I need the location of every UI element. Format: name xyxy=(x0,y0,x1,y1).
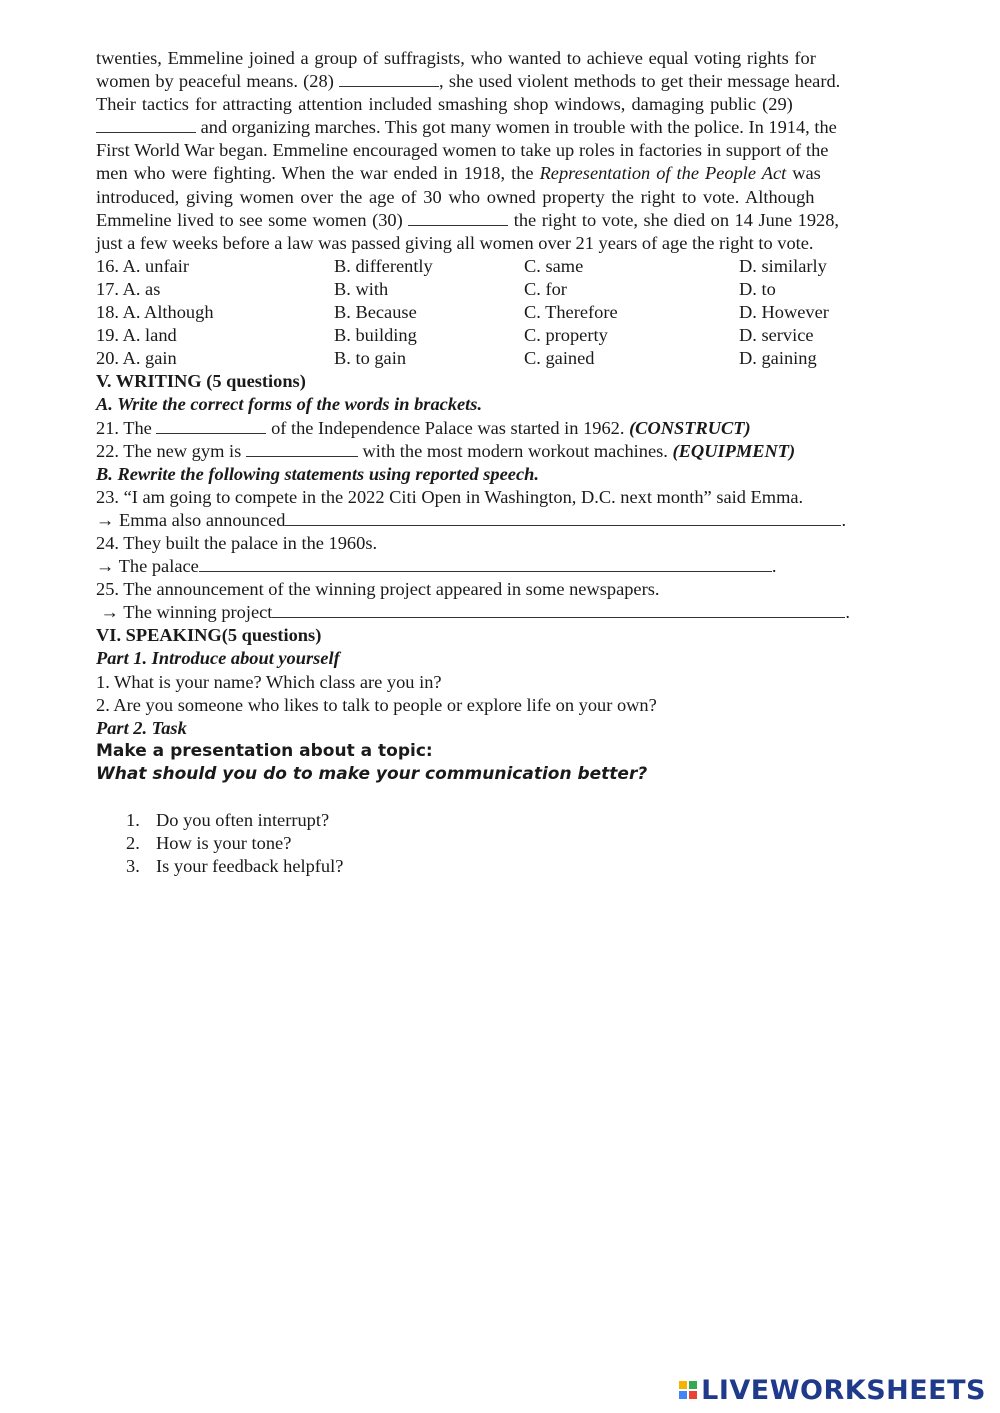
option-row-16 xyxy=(96,255,904,278)
blank-30[interactable] xyxy=(408,210,508,226)
answer-25: → The winning project . xyxy=(100,602,851,623)
option-row-18 xyxy=(96,301,904,324)
option[interactable]: C. property xyxy=(524,325,608,346)
logo-icon xyxy=(679,1381,697,1399)
option[interactable]: B. to gain xyxy=(334,348,407,369)
option[interactable]: D. similarly xyxy=(739,255,827,276)
option-row-20 xyxy=(96,347,904,370)
logo-square xyxy=(689,1381,697,1389)
answer-22-field[interactable] xyxy=(246,441,358,457)
passage-line: twenties, Emmeline joined a group of suffragists, who wanted to achieve equal voting rights for xyxy=(96,48,816,68)
part-heading: Part 1. Introduce about yourself xyxy=(96,648,340,669)
option[interactable]: B. building xyxy=(334,325,417,346)
option-row-19 xyxy=(96,324,904,347)
list-item: 1. Do you often interrupt? xyxy=(126,810,330,830)
passage-line: First World War began. Emmeline encouraged women to take up roles in factories in support of the xyxy=(96,140,829,161)
logo-square xyxy=(679,1381,687,1389)
answer-24-field[interactable] xyxy=(199,556,772,572)
passage-line: and organizing marches. This got many women in trouble with the police. In 1914, the xyxy=(96,116,904,139)
logo-square xyxy=(689,1391,697,1399)
option[interactable]: C. same xyxy=(524,255,584,276)
option[interactable]: B. with xyxy=(334,278,389,299)
option[interactable]: D. service xyxy=(739,325,814,346)
option[interactable]: 19. A. land xyxy=(96,325,177,346)
question-21: 21. The of the Independence Palace was started in 1962. (CONSTRUCT) xyxy=(96,417,751,438)
part-heading: Part 2. Task xyxy=(96,717,187,738)
task-topic: What should you do to make your communication better? xyxy=(96,763,648,784)
answer-25-field[interactable] xyxy=(272,602,845,618)
passage-line: women by peaceful means. (28) , she used violent methods to get their message heard. xyxy=(96,71,841,92)
part-heading: A. Write the correct forms of the words in brackets. xyxy=(96,394,483,415)
answer-21-field[interactable] xyxy=(156,418,266,434)
option[interactable]: 20. A. gain xyxy=(96,348,177,369)
list-item: 3. Is your feedback helpful? xyxy=(126,856,344,877)
liveworksheets-logo xyxy=(679,1375,986,1405)
passage-line: men who were fighting. When the war ended in 1918, the Representation of the People Act was xyxy=(96,163,821,184)
prompt-list xyxy=(96,809,904,878)
answer-23-field[interactable] xyxy=(285,510,841,526)
list-item: 2. How is your tone? xyxy=(126,833,292,854)
blank-29[interactable] xyxy=(96,117,196,133)
reading-passage xyxy=(96,47,904,255)
question-23: 23. “I am going to compete in the 2022 Citi Open in Washington, D.C. next month” said Emma. xyxy=(96,486,804,507)
section-heading: V. WRITING (5 questions) xyxy=(96,371,306,392)
option[interactable]: B. Because xyxy=(334,302,417,323)
option[interactable]: D. gaining xyxy=(739,348,817,369)
answer-24: → The palace . xyxy=(96,556,777,577)
passage-line: just a few weeks before a law was passed giving all women over 21 years of age the right to vote. xyxy=(96,232,814,253)
option[interactable]: C. gained xyxy=(524,348,595,369)
blank-28[interactable] xyxy=(339,71,439,87)
logo-square xyxy=(679,1391,687,1399)
option[interactable]: D. to xyxy=(739,278,776,299)
option[interactable]: B. differently xyxy=(334,255,433,276)
writing-section xyxy=(96,370,904,624)
speaking-question: 1. What is your name? Which class are you in? xyxy=(96,671,442,692)
answer-options xyxy=(96,255,904,370)
worksheet-page xyxy=(96,47,904,878)
answer-23: → Emma also announced . xyxy=(96,509,847,530)
passage-line: Their tactics for attracting attention included smashing shop windows, damaging public (29) xyxy=(96,94,793,115)
task-title: Make a presentation about a topic: xyxy=(96,740,433,761)
option[interactable]: 17. A. as xyxy=(96,278,161,299)
option[interactable]: 18. A. Although xyxy=(96,302,214,323)
option[interactable]: D. However xyxy=(739,302,829,323)
question-22: 22. The new gym is with the most modern workout machines. (EQUIPMENT) xyxy=(96,440,796,461)
question-25: 25. The announcement of the winning project appeared in some newspapers. xyxy=(96,579,660,600)
section-heading: VI. SPEAKING(5 questions) xyxy=(96,625,322,646)
passage-line: introduced, giving women over the age of 30 who owned property the right to vote. Although xyxy=(96,186,815,207)
logo-text: LIVEWORKSHEETS xyxy=(701,1374,986,1406)
option[interactable]: C. for xyxy=(524,278,567,299)
option[interactable]: C. Therefore xyxy=(524,302,618,323)
option[interactable]: 16. A. unfair xyxy=(96,255,189,276)
option-row-17 xyxy=(96,278,904,301)
part-heading: B. Rewrite the following statements using reported speech. xyxy=(96,463,539,484)
question-24: 24. They built the palace in the 1960s. xyxy=(96,532,378,553)
passage-line: Emmeline lived to see some women (30) the right to vote, she died on 14 June 1928, xyxy=(96,209,840,230)
speaking-question: 2. Are you someone who likes to talk to people or explore life on your own? xyxy=(96,694,657,715)
speaking-section xyxy=(96,624,904,878)
